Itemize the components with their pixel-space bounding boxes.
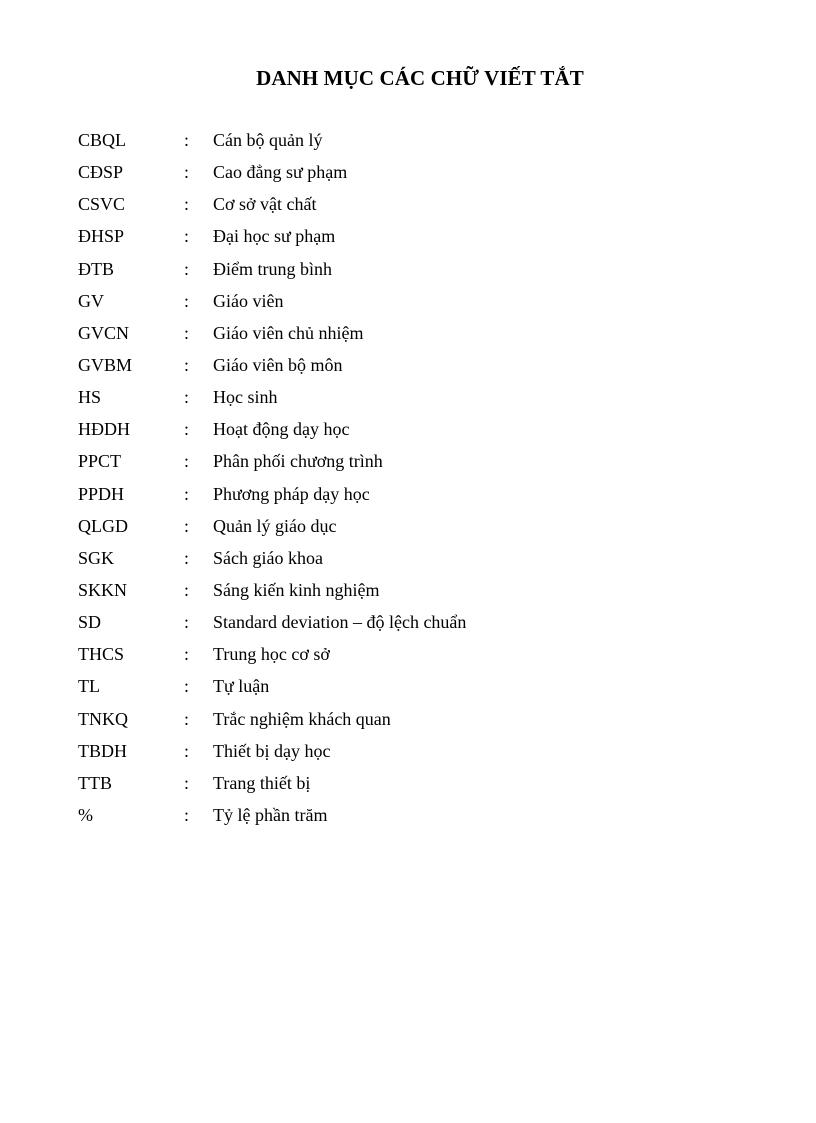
abbreviation-meaning: Tỷ lệ phần trăm	[213, 804, 328, 825]
abbreviation: HĐDH	[78, 419, 130, 440]
separator-colon: :	[184, 676, 190, 697]
separator-colon: :	[184, 708, 190, 729]
separator-colon: :	[184, 451, 190, 472]
abbreviation: TL	[78, 676, 100, 697]
abbreviation-meaning: Học sinh	[213, 387, 278, 408]
abbreviation-meaning: Sách giáo khoa	[213, 547, 323, 568]
abbreviation: GVBM	[78, 354, 133, 375]
abbreviation: HS	[78, 387, 102, 408]
abbreviation-meaning: Cơ sở vật chất	[213, 194, 317, 215]
abbreviation: SD	[78, 612, 102, 633]
separator-colon: :	[184, 258, 190, 279]
abbreviation: GVCN	[78, 322, 130, 343]
abbreviation-meaning: Cán bộ quản lý	[213, 130, 323, 150]
separator-colon: :	[184, 290, 190, 311]
separator-colon: :	[184, 579, 190, 600]
abbreviation: SGK	[78, 547, 115, 568]
abbreviation: CĐSP	[78, 162, 124, 183]
abbreviation: THCS	[78, 644, 125, 665]
abbreviation-meaning: Standard deviation – độ lệch chuẩn	[213, 612, 467, 633]
abbreviation: TTB	[78, 772, 112, 793]
abbreviation: TNKQ	[78, 708, 128, 729]
abbreviation-meaning: Cao đẳng sư phạm	[213, 162, 348, 183]
separator-colon: :	[184, 162, 190, 183]
abbreviation-meaning: Đại học sư phạm	[213, 226, 336, 247]
abbreviation: ĐHSP	[78, 226, 125, 247]
abbreviation-meaning: Hoạt động dạy học	[213, 419, 350, 440]
separator-colon: :	[184, 322, 190, 343]
page-title: DANH MỤC CÁC CHỮ VIẾT TẮT	[256, 66, 584, 90]
abbreviation: SKKN	[78, 579, 128, 600]
separator-colon: :	[184, 483, 190, 504]
abbreviation-meaning: Giáo viên bộ môn	[213, 354, 343, 375]
separator-colon: :	[184, 644, 190, 665]
separator-colon: :	[184, 194, 190, 215]
separator-colon: :	[184, 515, 190, 536]
abbreviation-meaning: Sáng kiến kinh nghiệm	[213, 579, 380, 600]
abbreviation-meaning: Thiết bị dạy học	[213, 740, 331, 761]
separator-colon: :	[184, 804, 190, 825]
abbreviation-meaning: Điểm trung bình	[213, 258, 332, 279]
separator-colon: :	[184, 419, 190, 440]
abbreviation: PPCT	[78, 451, 122, 472]
separator-colon: :	[184, 226, 190, 247]
abbreviation: %	[78, 804, 93, 825]
separator-colon: :	[184, 130, 190, 150]
abbreviation: QLGD	[78, 515, 128, 536]
separator-colon: :	[184, 387, 190, 408]
abbreviation: CBQL	[78, 130, 127, 150]
abbreviation-meaning: Giáo viên chủ nhiệm	[213, 322, 364, 343]
separator-colon: :	[184, 772, 190, 793]
separator-colon: :	[184, 354, 190, 375]
abbreviation: TBDH	[78, 740, 127, 761]
abbreviation-meaning: Giáo viên	[213, 290, 284, 311]
abbreviation-meaning: Phương pháp dạy học	[213, 483, 370, 504]
abbreviation-meaning: Trắc nghiệm khách quan	[213, 708, 391, 729]
abbreviation: CSVC	[78, 194, 126, 215]
abbreviation-meaning: Phân phối chương trình	[213, 451, 383, 472]
separator-colon: :	[184, 740, 190, 761]
separator-colon: :	[184, 612, 190, 633]
abbreviation-meaning: Quản lý giáo dục	[213, 515, 337, 536]
abbreviation: GV	[78, 290, 104, 311]
abbreviation: PPDH	[78, 483, 125, 504]
abbreviation-meaning: Trung học cơ sở	[213, 644, 330, 665]
abbreviation-meaning: Trang thiết bị	[213, 772, 311, 793]
abbreviation: ĐTB	[78, 258, 114, 279]
abbreviation-meaning: Tự luận	[213, 676, 270, 697]
separator-colon: :	[184, 547, 190, 568]
